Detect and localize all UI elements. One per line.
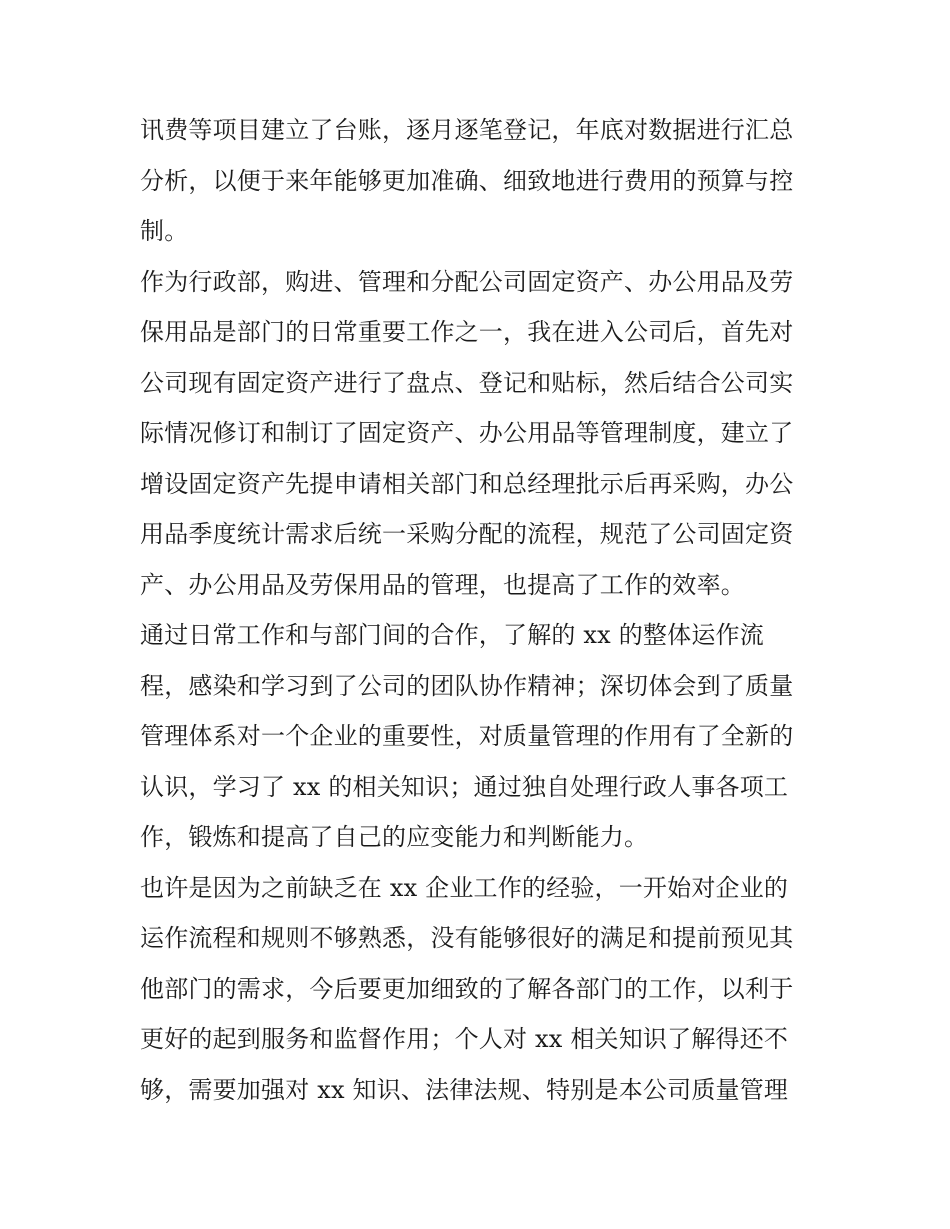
text-line: 程，感染和学习到了公司的团队协作精神；深切体会到了质量	[140, 671, 794, 700]
text-line: 保用品是部门的日常重要工作之一，我在进入公司后，首先对	[140, 318, 794, 346]
text-line: 认识，学习了 xx 的相关知识；通过独自处理行政人事各项工	[140, 772, 789, 801]
text-line: 作，锻炼和提高了自己的应变能力和判断能力。	[140, 823, 649, 851]
document-body	[140, 105, 820, 1115]
text-line: 用品季度统计需求后统一采购分配的流程，规范了公司固定资	[140, 520, 794, 548]
text-line: 运作流程和规则不够熟悉，没有能够很好的满足和提前预见其	[140, 924, 794, 952]
text-line: 他部门的需求，今后要更加细致的了解各部门的工作，以利于	[140, 974, 794, 1003]
text-line: 际情况修订和制订了固定资产、办公用品等管理制度，建立了	[140, 419, 794, 447]
text-line: 管理体系对一个企业的重要性，对质量管理的作用有了全新的	[140, 722, 794, 750]
text-line: 制。	[140, 217, 189, 245]
text-line: 分析，以便于来年能够更加准确、细致地进行费用的预算与控	[140, 166, 794, 195]
text-line: 也许是因为之前缺乏在 xx 企业工作的经验，一开始对企业的	[140, 873, 789, 902]
text-line: 公司现有固定资产进行了盘点、登记和贴标，然后结合公司实	[140, 368, 794, 397]
text-line: 通过日常工作和与部门间的合作，了解的 xx 的整体运作流	[140, 621, 764, 649]
text-line: 更好的起到服务和监督作用；个人对 xx 相关知识了解得还不	[140, 1025, 789, 1053]
text-line: 讯费等项目建立了台账，逐月逐笔登记，年底对数据进行汇总	[140, 116, 794, 144]
text-line: 作为行政部，购进、管理和分配公司固定资产、办公用品及劳	[140, 267, 794, 296]
text-line: 产、办公用品及劳保用品的管理，也提高了工作的效率。	[140, 570, 745, 599]
text-line: 增设固定资产先提申请相关部门和总经理批示后再采购，办公	[140, 469, 794, 498]
text-line: 够，需要加强对 xx 知识、法律法规、特别是本公司质量管理	[140, 1075, 789, 1104]
